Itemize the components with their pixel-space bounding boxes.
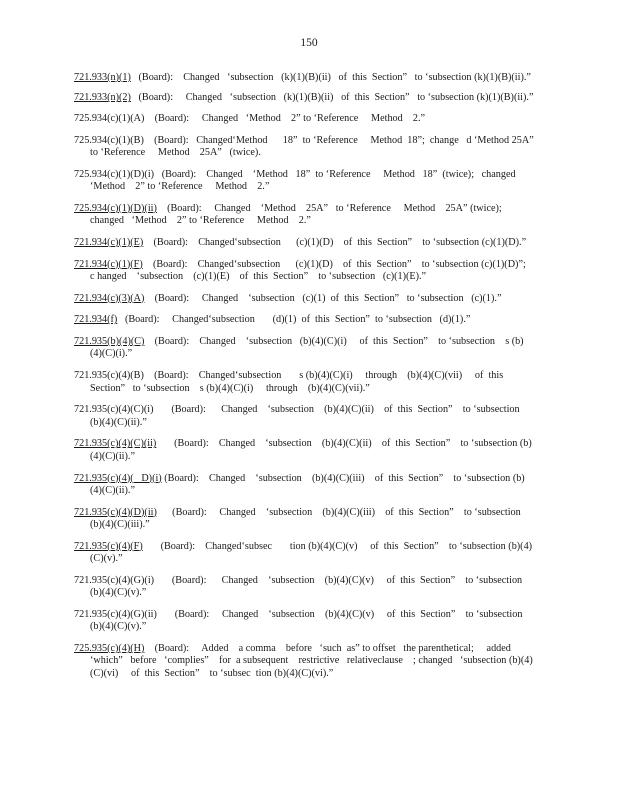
amendment-description: (Board): Changed‘subsection (d)(1) of this Section” to ‘subsection (d)(1).” (117, 314, 471, 326)
amendment-list (74, 72, 542, 690)
amendment-description: (Board): Changed ‘subsection (b)(4)(C)(iii) of this Section” to ‘subsection (b)(4)(C)(ii).” (90, 472, 525, 496)
amendment-description: (Board): Changed ‘subsection (b)(4)(C)(ii) of this Section” to ‘subsection (b)(4)(C)(ii).” (90, 404, 523, 428)
amendment-description: (Board): Changed ‘subsection (b)(4)(C)(v) of this Section” to ‘subsection (b)(4)(C)(v).” (90, 574, 525, 599)
section-citation: 721.934(c)(1)(E) (74, 236, 144, 248)
amendment-entry (74, 237, 534, 249)
amendment-description: (Board): Changed‘subsec tion (b)(4)(C)(v) of this Section” to ‘subsection (b)(4)(C)(v).” (90, 540, 533, 565)
section-citation: 721.935(b)(4)(C) (74, 336, 145, 348)
section-citation: 721.935(c)(4)(C)(i) (74, 404, 154, 416)
amendment-entry (74, 609, 534, 634)
section-citation: 725.934(c)(1)(D)(ii) (74, 202, 157, 214)
amendment-description: (Board): Changed ‘Method 25A” to ‘Reference Method 25A” (twice); changed ‘Method 2” to ‘Reference Method 2.” (90, 202, 505, 227)
amendment-entry (74, 314, 534, 326)
amendment-entry (74, 541, 534, 566)
amendment-entry (74, 336, 534, 361)
amendment-description: (Board): Changed ‘subsection (k)(1)(B)(ii) of this Section” to ‘subsection (k)(1)(B)(ii).” (130, 72, 531, 83)
amendment-entry (74, 370, 534, 395)
amendment-description: (Board): Changed ‘subsection (k)(1)(B)(ii) of this Section” to ‘subsection (k)(1)(B)(ii).” (130, 92, 534, 104)
section-citation: 721.935(c)(4)(F) (74, 540, 143, 552)
section-citation: 721.933(n)(1) (74, 72, 131, 83)
page-number: 150 (300, 37, 318, 49)
amendment-description: (Board): Changed ‘Method 18” to ‘Reference Method 18” (twice); changed ‘Method 2” to ‘Reference Method 2.” (90, 168, 519, 193)
section-citation: 721.934(c)(3)(A) (74, 292, 145, 304)
section-citation: 725.934(c)(1)(A) (74, 112, 145, 124)
section-citation: 721.935(c)(4)(G)(i) (74, 574, 155, 586)
section-citation: 721.933(n)(2) (74, 92, 131, 104)
section-citation: 725.934(c)(1)(D)(i) (74, 168, 155, 180)
amendment-entry (74, 134, 542, 160)
amendment-description: (Board): Changed ‘subsection (c)(1) of this Section” to ‘subsection (c)(1).” (144, 292, 502, 304)
amendment-entry (74, 643, 534, 680)
section-citation: 721.935(c)(4)(B) (74, 370, 144, 382)
amendment-description: (Board): Changed ‘subsection (b)(4)(C)(iii) of this Section” to ‘subsection (b)(4)(C)(iii).” (90, 506, 524, 531)
amendment-entry (74, 203, 534, 228)
amendment-description: (Board): Changed ‘subsection (b)(4)(C)(ii) of this Section” to ‘subsection (b)(4)(C)(ii).” (90, 438, 532, 462)
amendment-entry (74, 113, 534, 125)
section-citation: 721.935(c)(4)(G)(ii) (74, 608, 157, 620)
amendment-entry (74, 438, 534, 463)
amendment-description: (Board): Added a comma before ‘such as” to offset the parenthetical; added ‘which” before ‘complies” for a subsequent restrictive relativeclause ; changed ‘subsection (b)(4)(C)(vi) of this Section” to ‘subsec tion (b)(4)(C)(vi).” (90, 643, 533, 679)
amendment-entry (74, 507, 534, 532)
amendment-entry (74, 473, 534, 498)
amendment-description: (Board): Changed‘subsection (c)(1)(D) of this Section” to ‘subsection (c)(1)(D)”; c hanged ‘subsection (c)(1)(E) of this Section” to ‘subsection (c)(1)(E).” (90, 258, 536, 282)
section-citation: 725.935(c)(4)(H) (74, 643, 145, 655)
amendment-entry (74, 404, 534, 429)
section-citation: 721.934(c)(1)(F) (74, 258, 143, 270)
section-citation: 721.935(c)(4)(D)(ii) (74, 506, 157, 518)
amendment-entry (74, 575, 534, 600)
amendment-description: (Board): Changed‘subsection (c)(1)(D) of this Section” to ‘subsection (c)(1)(D).” (143, 236, 527, 248)
section-citation: 725.934(c)(1)(B) (74, 134, 144, 146)
section-citation: 721.935(c)(4)( D)(i) (74, 472, 162, 484)
amendment-description: (Board): Changed ‘subsection (b)(4)(C)(v) of this Section” to ‘subsection (b)(4)(C)(v).” (90, 608, 525, 633)
amendment-entry (74, 92, 534, 104)
amendment-description: (Board): Changed ‘Method 2” to ‘Reference Method 2.” (144, 112, 426, 124)
section-citation: 721.935(c)(4)(C)(ii) (74, 438, 157, 450)
amendment-entry (74, 259, 534, 284)
amendment-entry (74, 169, 534, 194)
amendment-entry (74, 72, 534, 84)
amendment-description: (Board): Changed ‘subsection (b)(4)(C)(i) of this Section” to ‘subsection s (b)(4)(C)(i).” (90, 336, 524, 360)
amendment-description: (Board): Changed‘subsection s (b)(4)(C)(i) through (b)(4)(C)(vii) of this Section” to ‘subsection s (b)(4)(C)(i) through (b)(4)(C)(vii).” (90, 370, 506, 394)
amendment-description: (Board): Changed‘Method 18” to ‘Reference Method 18”; change d ‘Method 25A” to ‘Reference Method 25A” (twice). (90, 134, 542, 158)
section-citation: 721.934(f) (74, 314, 118, 326)
amendment-entry (74, 293, 534, 305)
